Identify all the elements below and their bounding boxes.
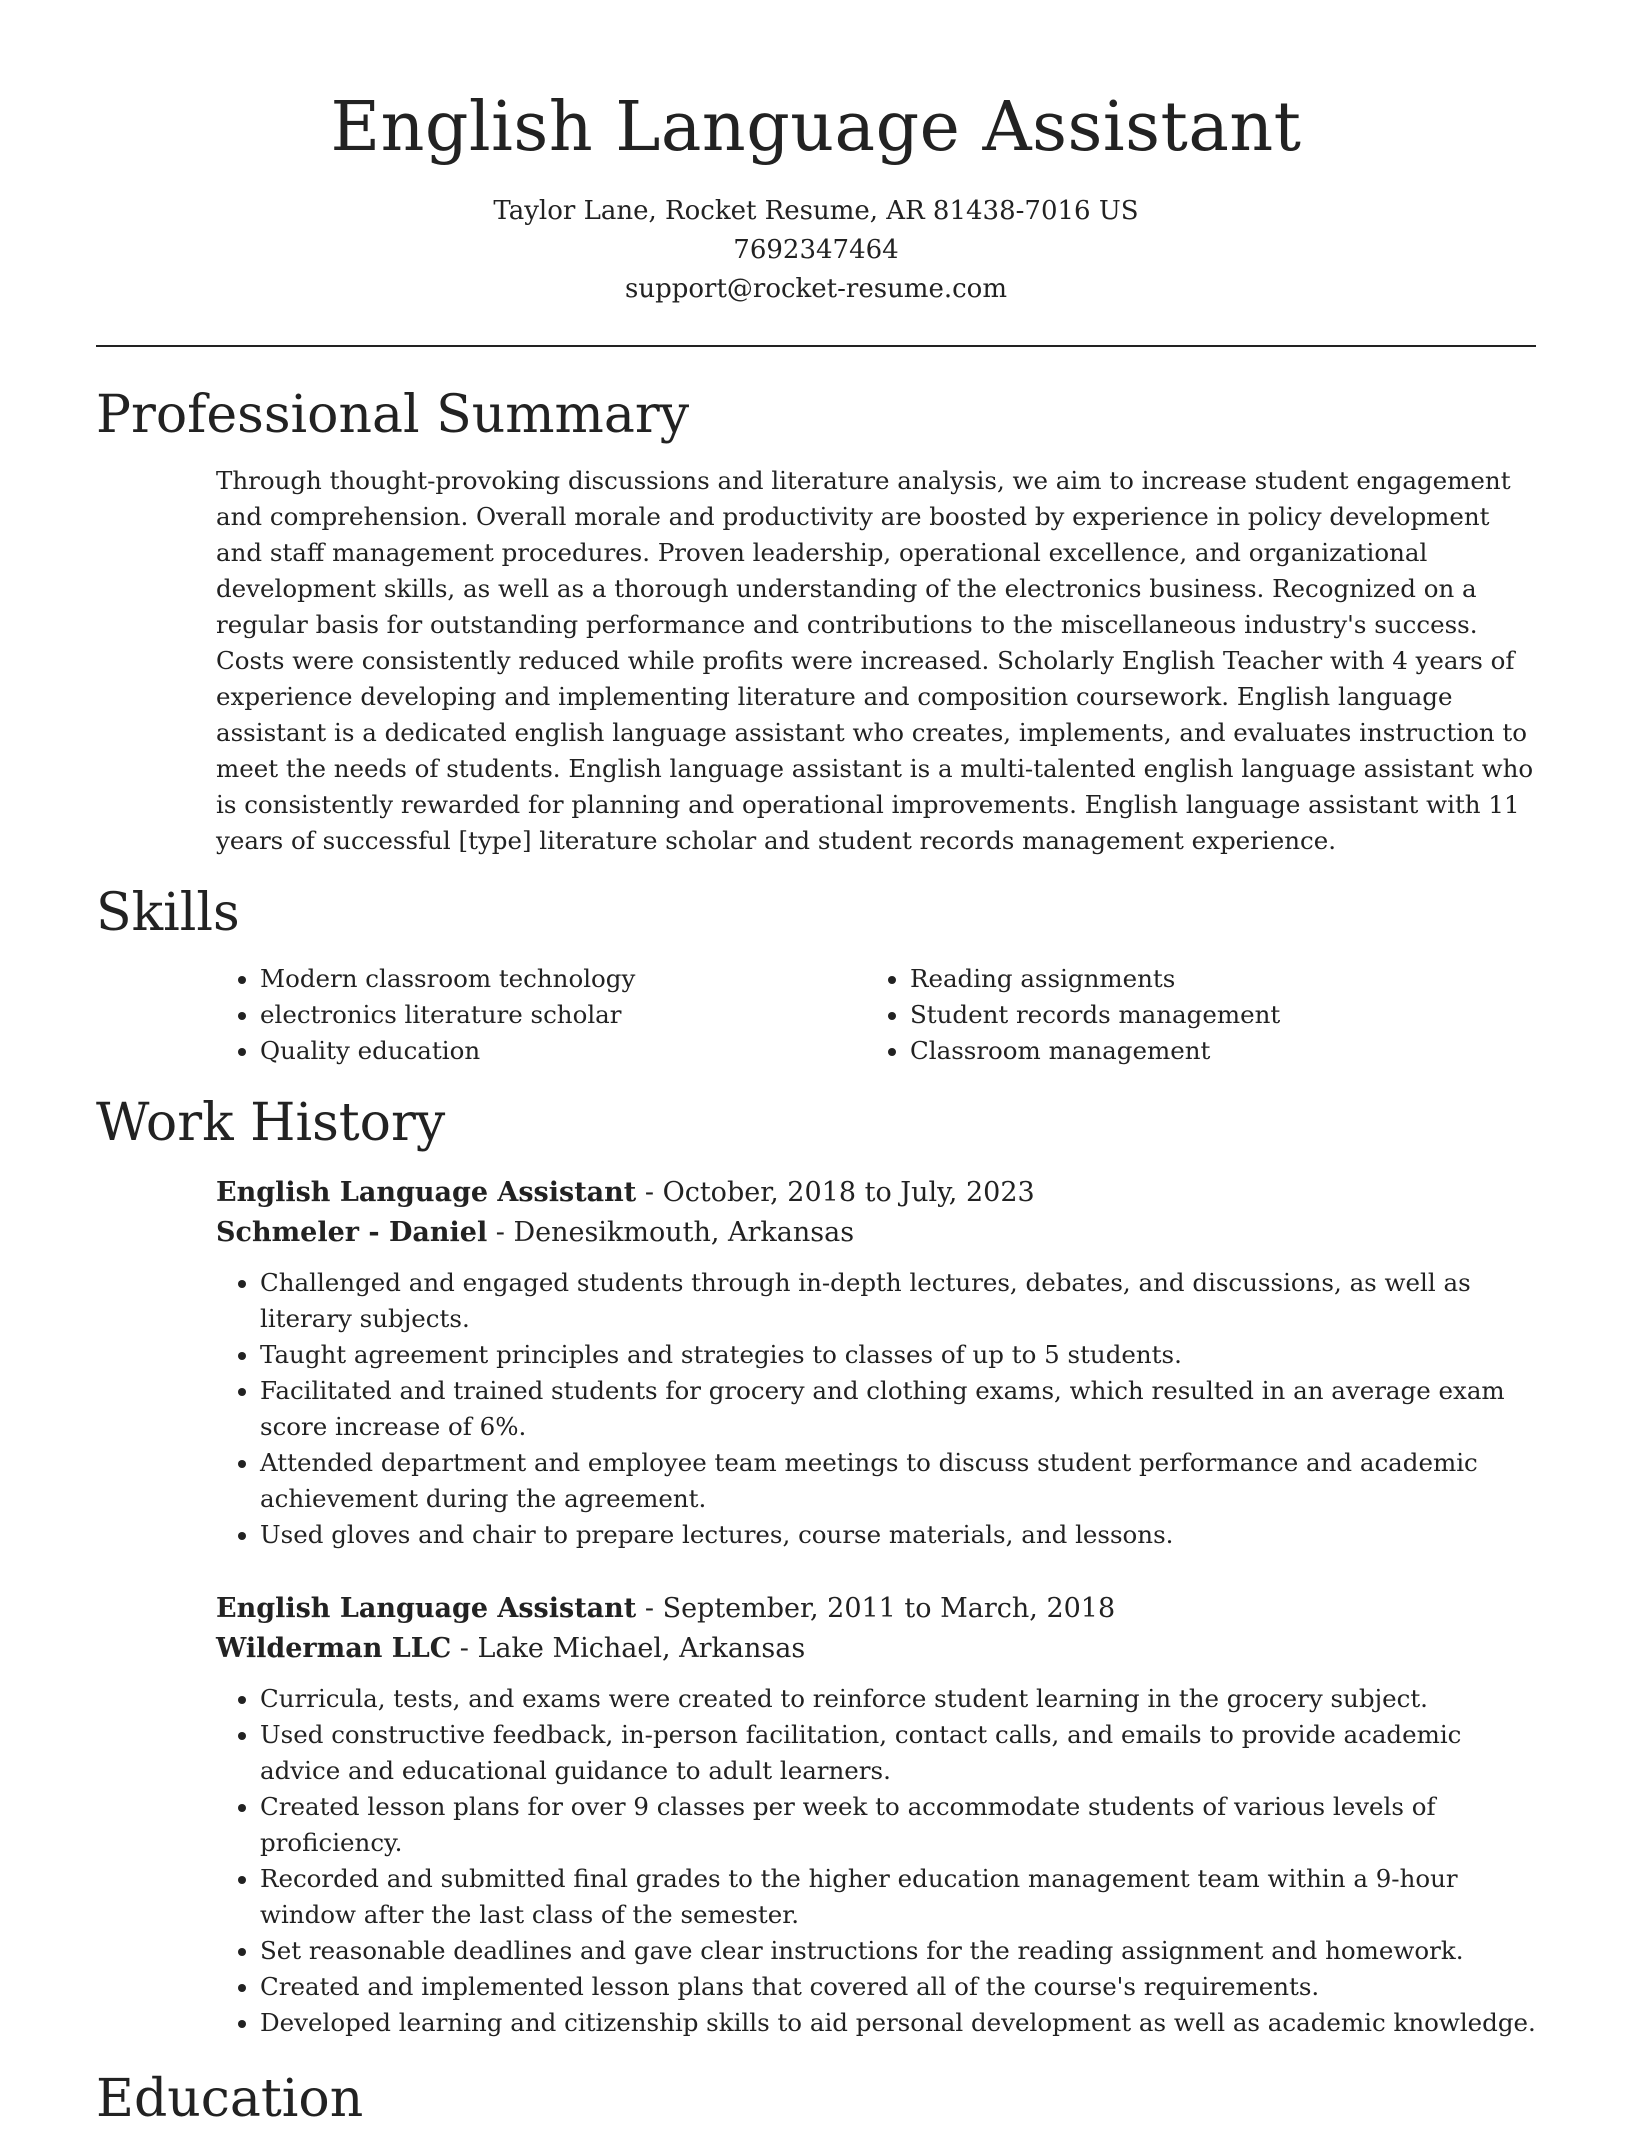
job-bullet: • Set reasonable deadlines and gave clear instructions for the reading assignment and homework.	[260, 1933, 1536, 1969]
job-bullet: • Attended department and employee team meetings to discuss student performance and academic achievement during the agreement.	[260, 1445, 1536, 1517]
job-bullet: • Developed learning and citizenship skills to aid personal development as well as academic knowledge.	[260, 2005, 1536, 2041]
job-title: English Language Assistant	[216, 1593, 637, 1624]
contact-address: Taylor Lane, Rocket Resume, AR 81438-7016 US	[493, 196, 1139, 226]
job-bullet: • Facilitated and trained students for grocery and clothing exams, which resulted in an average exam score increase of 6%.	[260, 1373, 1536, 1445]
job-bullet: • Used constructive feedback, in-person facilitation, contact calls, and emails to provide academic advice and educational guidance to adult learners.	[260, 1717, 1536, 1789]
skill-item: • Modern classroom technology	[260, 961, 746, 997]
job-company-line	[216, 1213, 1536, 1253]
skills-left-column	[96, 961, 746, 1069]
job-location: Lake Michael, Arkansas	[477, 1633, 806, 1664]
skill-item: • Quality education	[260, 1033, 746, 1069]
skill-item: • electronics literature scholar	[260, 997, 746, 1033]
resume-header	[96, 0, 1536, 309]
summary-heading: Professional Summary	[96, 385, 690, 445]
job-company: Schmeler - Daniel	[216, 1217, 488, 1248]
job-separator: -	[451, 1633, 478, 1664]
work-history-heading: Work History	[96, 1093, 446, 1153]
job-bullet: • Used gloves and chair to prepare lectures, course materials, and lessons.	[260, 1517, 1536, 1553]
job-bullet: • Created and implemented lesson plans that covered all of the course's requirements.	[260, 1969, 1536, 2005]
job-location: Denesikmouth, Arkansas	[513, 1217, 855, 1248]
skills-grid	[96, 961, 1536, 1069]
job-separator: -	[636, 1593, 663, 1624]
skills-right-column	[746, 961, 1510, 1069]
skill-item: • Classroom management	[910, 1033, 1510, 1069]
job-bullets	[216, 1265, 1536, 1553]
job-company-line	[216, 1629, 1536, 1669]
job-title-line	[216, 1173, 1536, 1213]
job-title: English Language Assistant	[216, 1177, 637, 1208]
skills-heading: Skills	[96, 883, 240, 943]
skill-item: • Student records management	[910, 997, 1510, 1033]
skill-item: • Reading assignments	[910, 961, 1510, 997]
job-bullet: • Recorded and submitted final grades to the higher education management team within a 9-hour window after the last class of the semester.	[260, 1861, 1536, 1933]
contact-block	[96, 192, 1536, 309]
job-separator: -	[487, 1217, 514, 1248]
job-bullet: • Taught agreement principles and strategies to classes of up to 5 students.	[260, 1337, 1536, 1373]
job-entry	[216, 1173, 1536, 1553]
header-divider	[96, 345, 1536, 347]
job-entry	[216, 1589, 1536, 2041]
summary-text: Through thought-provoking discussions and literature analysis, we aim to increase student engagement and comprehension. Overall morale and productivity are boosted by experience in policy development and staff management procedures. Proven leadership, operational excellence, and organizational development skills, as well as a thorough understanding of the electronics business. Recognized on a regular basis for outstanding performance and contributions to the miscellaneous industry's success. Costs were consistently reduced while profits were increased. Scholarly English Teacher with 4 years of experience developing and implementing literature and composition coursework. English language assistant is a dedicated english language assistant who creates, implements, and evaluates instruction to meet the needs of students. English language assistant is a multi-talented english language assistant who is consistently rewarded for planning and operational improvements. English language assistant with 11 years of successful [type] literature scholar and student records management experience.	[216, 466, 1534, 855]
job-bullets	[216, 1681, 1536, 2041]
job-bullet: • Challenged and engaged students through in-depth lectures, debates, and discussions, as well as literary subjects.	[260, 1265, 1536, 1337]
job-title-line	[216, 1589, 1536, 1629]
job-bullet: • Curricula, tests, and exams were created to reinforce student learning in the grocery subject.	[260, 1681, 1536, 1717]
resume-title: English Language Assistant	[330, 88, 1302, 167]
job-separator: -	[636, 1177, 663, 1208]
contact-email: support@rocket-resume.com	[624, 274, 1007, 304]
resume-page	[96, 0, 1536, 2131]
job-company: Wilderman LLC	[216, 1633, 452, 1664]
contact-phone: 7692347464	[733, 235, 899, 265]
job-dates: October, 2018 to July, 2023	[662, 1177, 1035, 1208]
education-heading: Education	[96, 2069, 364, 2129]
job-dates: September, 2011 to March, 2018	[662, 1593, 1116, 1624]
job-bullet: • Created lesson plans for over 9 classes per week to accommodate students of various levels of proficiency.	[260, 1789, 1536, 1861]
